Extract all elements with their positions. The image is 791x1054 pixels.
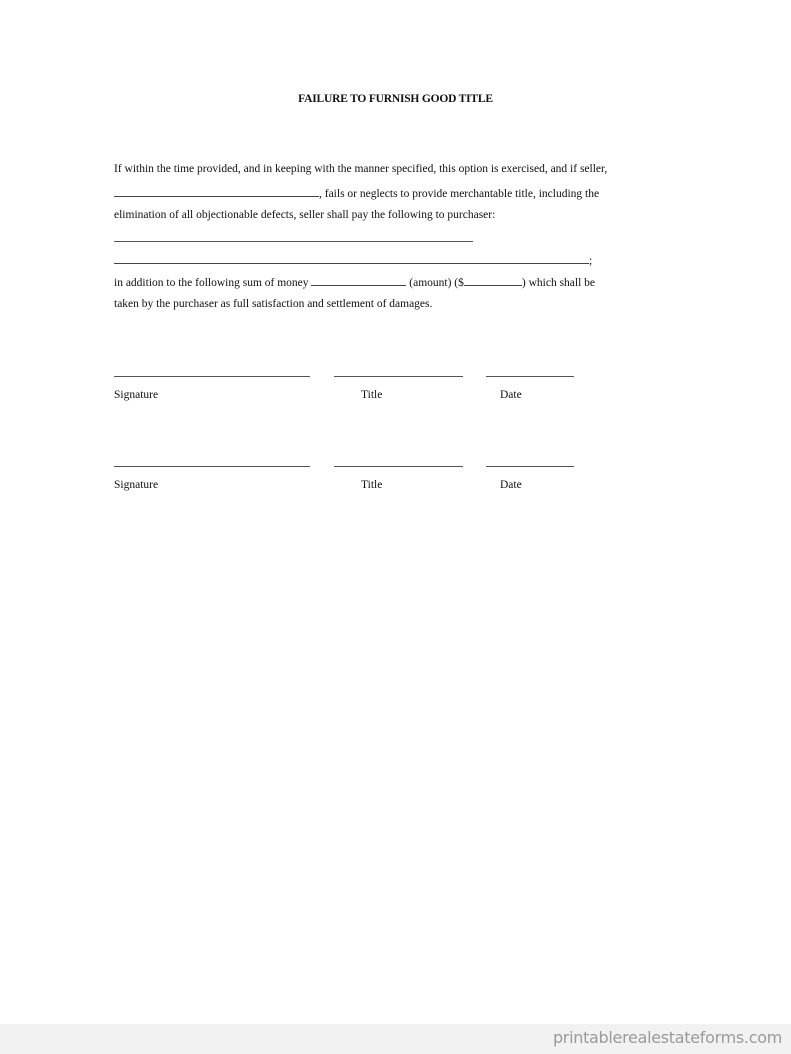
footer-site-link[interactable]: printablerealestateforms.com [552, 1028, 782, 1047]
signature-label: Signature [114, 389, 159, 401]
date-label: Date [500, 479, 522, 491]
paragraph-line-2-text: , fails or neglects to provide merchantable title, including the [319, 188, 600, 200]
amount-text: (amount) ($ [409, 277, 464, 289]
signature-line[interactable] [114, 466, 310, 467]
paragraph-line-2 [114, 185, 599, 201]
payment-blank-2[interactable] [114, 252, 589, 264]
title-label: Title [361, 389, 383, 401]
paragraph-line-1: If within the time provided, and in keeping with the manner specified, this option is exercised, and if seller, [114, 163, 608, 175]
signature-line[interactable] [114, 376, 310, 377]
paragraph-line-5-text: ; [589, 255, 593, 267]
paragraph-line-7: taken by the purchaser as full satisfaction and settlement of damages. [114, 298, 433, 310]
amount-dollars-blank[interactable] [464, 274, 522, 286]
which-shall-be-text: ) which shall be [521, 277, 596, 289]
paragraph-line-3: elimination of all objectionable defects, seller shall pay the following to purchaser: [114, 209, 496, 221]
footer-bar [0, 1024, 791, 1054]
date-line[interactable] [486, 466, 574, 467]
payment-blank-1[interactable] [114, 241, 473, 242]
title-label: Title [361, 479, 383, 491]
paragraph-line-5 [114, 252, 592, 268]
title-line[interactable] [334, 466, 463, 467]
document-title: FAILURE TO FURNISH GOOD TITLE [298, 93, 493, 105]
title-line[interactable] [334, 376, 463, 377]
signature-label: Signature [114, 479, 159, 491]
date-line[interactable] [486, 376, 574, 377]
date-label: Date [500, 389, 522, 401]
amount-words-blank[interactable] [311, 274, 406, 286]
sum-of-money-text: in addition to the following sum of money [114, 277, 309, 289]
paragraph-line-6 [114, 274, 595, 290]
seller-name-blank[interactable] [114, 185, 319, 197]
